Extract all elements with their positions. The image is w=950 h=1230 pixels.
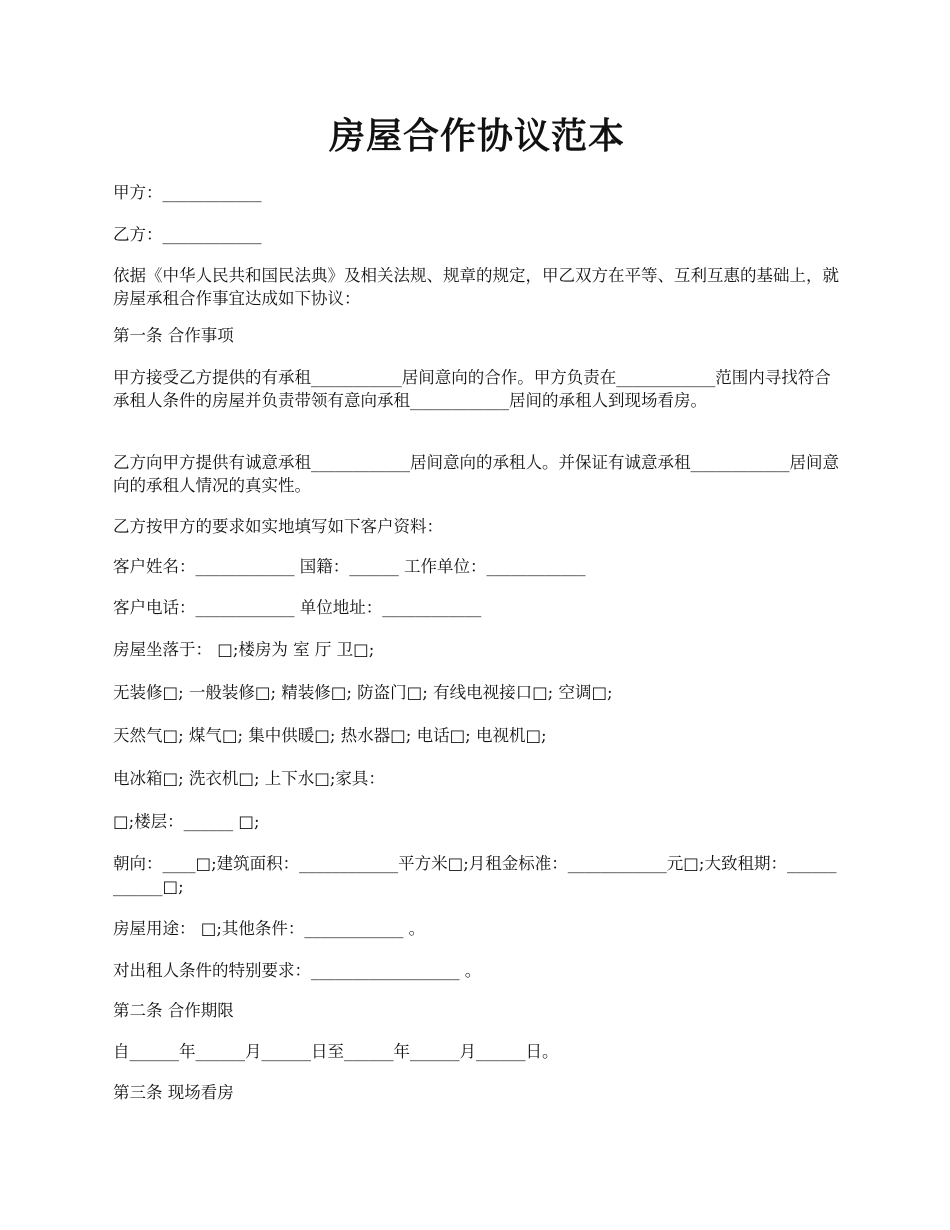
cooperation-period-line: 自______年______月______日至______年______月______日。 [113, 1042, 559, 1061]
document-title: 房屋合作协议范本 [328, 115, 625, 157]
decoration-line: 无装修□; 一般装修□; 精装修□; 防盗门□; 有线电视接口□; 空调□; [113, 683, 613, 702]
party-b-line: 乙方：____________ [113, 225, 262, 244]
orientation-area-rent-line: 朝向：____□;建筑面积：____________平方米□;月租金标准：____________元□;大致租期：____________□; [113, 854, 837, 896]
client-phone-line: 客户电话：____________ 单位地址：____________ [113, 598, 482, 617]
preamble-paragraph: 依据《中华人民共和国民法典》及相关法规、规章的规定，甲乙双方在平等、互利互惠的基础上，就房屋承租合作事宜达成如下协议： [113, 266, 839, 308]
party-a-line: 甲方：____________ [113, 183, 262, 202]
article-3-heading: 第三条 现场看房 [113, 1083, 234, 1102]
article-1-heading: 第一条 合作事项 [113, 326, 234, 345]
article-1-party-a-duty: 甲方接受乙方提供的有承租___________居间意向的合作。甲方负责在____________范围内寻找符合承租人条件的房屋并负责带领有意向承租____________居间的承租人到现场看房。 [113, 368, 831, 410]
house-location-line: 房屋坐落于： □;楼房为 室 厅 卫□; [113, 640, 375, 659]
client-info-intro: 乙方按甲方的要求如实地填写如下客户资料： [113, 517, 443, 536]
client-name-line: 客户姓名：____________ 国籍：______ 工作单位：____________ [113, 557, 586, 576]
article-2-heading: 第二条 合作期限 [113, 1001, 234, 1020]
house-usage-line: 房屋用途： □;其他条件：____________ 。 [113, 919, 426, 938]
appliances-line: 电冰箱□; 洗衣机□; 上下水□;家具： [113, 769, 385, 788]
landlord-requirements-line: 对出租人条件的特别要求：__________________ 。 [113, 961, 482, 980]
article-1-party-b-duty: 乙方向甲方提供有诚意承租____________居间意向的承租人。并保证有诚意承租____________居间意向的承租人情况的真实性。 [113, 453, 839, 495]
floor-line: □;楼层：______ □; [113, 812, 260, 831]
utilities-line: 天然气□; 煤气□; 集中供暖□; 热水器□; 电话□; 电视机□; [113, 726, 547, 745]
